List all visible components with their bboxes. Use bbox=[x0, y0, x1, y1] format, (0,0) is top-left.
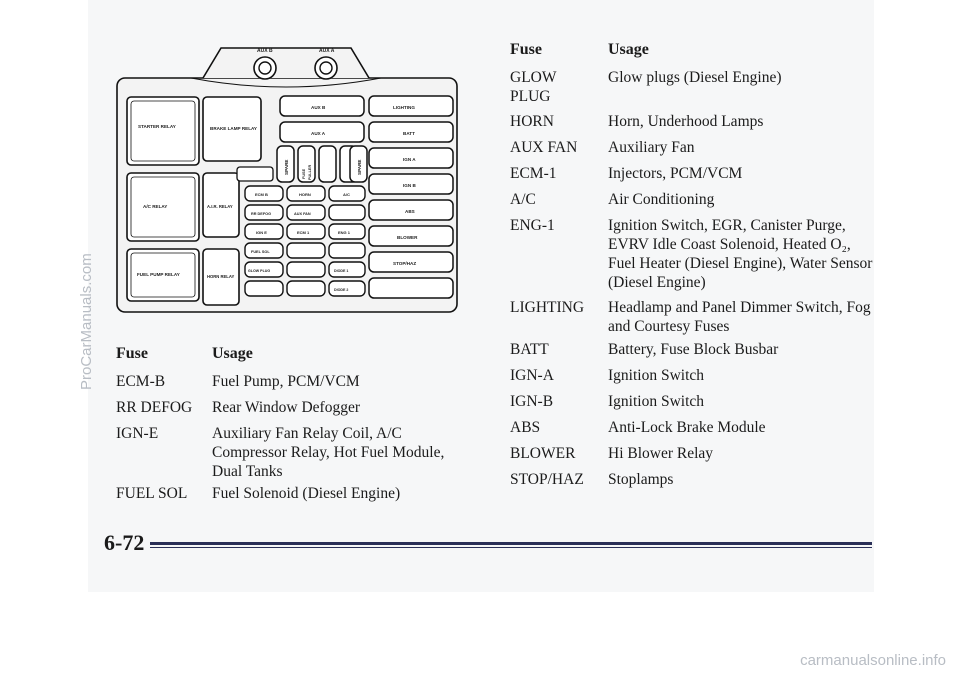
fuse-usage: Ignition Switch bbox=[608, 367, 705, 384]
fuse-usage: Air Conditioning bbox=[608, 191, 715, 208]
mini-fuse-diode-2 bbox=[329, 281, 365, 296]
right-header-usage: Usage bbox=[608, 41, 649, 58]
maxi-fuse-stop-haz bbox=[369, 252, 453, 272]
fuse-usage: Fuel Pump, PCM/VCM bbox=[212, 373, 360, 390]
mini-fuse-rr-defog-label: RR DEFOG bbox=[251, 212, 272, 216]
fuse-usage: Auxiliary Fan Relay Coil, A/C Compressor Relay, Hot Fuel Module, Dual Tanks bbox=[212, 425, 445, 480]
mini-fuse-fuel-sol bbox=[245, 243, 283, 258]
fuse-name: HORN bbox=[510, 113, 554, 130]
watermark-bottom: carmanualsonline.info bbox=[800, 652, 946, 669]
mini-fuse-ign-e bbox=[245, 224, 283, 239]
mini-fuse-diode-2-label: DIODE 2 bbox=[334, 288, 349, 292]
fuse-name: ECM-1 bbox=[510, 165, 557, 182]
maxi-fuse-lighting bbox=[369, 96, 453, 116]
maxi-fuse-aux-a-label: AUX A bbox=[311, 131, 326, 136]
mini-fuse-diode-1-label: DIODE 1 bbox=[334, 269, 349, 273]
mini-fuse-blank-4 bbox=[287, 262, 325, 277]
fuse-name: STOP/HAZ bbox=[510, 471, 584, 488]
maxi-fuse-aux-b-label: AUX B bbox=[311, 105, 326, 110]
relay-ac-label: A/C RELAY bbox=[143, 204, 168, 209]
vertical-fuse-spare-1 bbox=[277, 146, 294, 182]
maxi-fuse-abs-label: ABS bbox=[405, 209, 415, 214]
fuse-name: ECM-B bbox=[116, 373, 166, 390]
maxi-fuse-ign-b bbox=[369, 174, 453, 194]
fuse-name: FUEL SOL bbox=[116, 485, 188, 502]
fuse-usage: Auxiliary Fan bbox=[608, 139, 695, 156]
mini-fuse-blank-5 bbox=[245, 281, 283, 296]
relay-fuel-pump-label: FUEL PUMP RELAY bbox=[137, 272, 180, 277]
footer-rule bbox=[150, 542, 872, 545]
fuse-name: GLOW PLUG bbox=[510, 69, 557, 105]
fuse-name: IGN-B bbox=[510, 393, 554, 410]
maxi-fuse-batt-label: BATT bbox=[403, 131, 415, 136]
right-fuse-table bbox=[510, 40, 873, 500]
top-connector-aux-a bbox=[315, 48, 337, 79]
vertical-fuse-spare-1-label: SPARE bbox=[284, 159, 289, 175]
fuse-name: BLOWER bbox=[510, 445, 576, 462]
mini-fuse-ecm-1-label: ECM 1 bbox=[297, 230, 310, 235]
footer-rule-thin bbox=[150, 547, 872, 548]
fuse-name: RR DEFOG bbox=[116, 399, 193, 416]
maxi-fuse-ign-a bbox=[369, 148, 453, 168]
left-header-usage: Usage bbox=[212, 345, 253, 362]
top-connector-aux-b-label: AUX B bbox=[257, 48, 273, 54]
fuse-name: ABS bbox=[510, 419, 541, 436]
vertical-fuse-puller-label-2: PULLER bbox=[308, 164, 312, 180]
fuse-usage: Headlamp and Panel Dimmer Switch, Fog and Courtesy Fuses bbox=[608, 299, 871, 335]
relay-air-label: A.I.R. RELAY bbox=[207, 204, 233, 209]
mini-fuse-ecm-1 bbox=[287, 224, 325, 239]
left-fuse-table bbox=[116, 344, 476, 514]
fuse-usage: Stoplamps bbox=[608, 471, 674, 488]
mini-fuse-rr-defog bbox=[245, 205, 283, 220]
fuse-name: BATT bbox=[510, 341, 549, 358]
mini-fuse-aux-fan bbox=[287, 205, 325, 220]
fuse-name: A/C bbox=[510, 191, 536, 208]
watermark-left: ProCarManuals.com bbox=[78, 253, 95, 390]
relay-air bbox=[203, 173, 239, 237]
relay-ac bbox=[127, 173, 199, 241]
left-header-fuse: Fuse bbox=[116, 345, 148, 362]
fuse-usage: Hi Blower Relay bbox=[608, 445, 714, 462]
fuse-usage: Ignition Switch, EGR, Canister Purge, EVRV Idle Coast Solenoid, Heated O₂, Fuel Heater (Diesel Engine), Water Sensor (Diesel Engine) bbox=[608, 217, 873, 291]
mini-fuse-diode-1 bbox=[329, 262, 365, 277]
mini-fuse-glow-plug bbox=[245, 262, 283, 277]
fuse-usage: Injectors, PCM/VCM bbox=[608, 165, 743, 182]
fuse-usage: Rear Window Defogger bbox=[212, 399, 361, 416]
maxi-fuse-lighting-label: LIGHTING bbox=[393, 105, 415, 110]
mini-fuse-blank-3 bbox=[329, 243, 365, 258]
fuse-usage: Horn, Underhood Lamps bbox=[608, 113, 764, 130]
maxi-fuse-batt bbox=[369, 122, 453, 142]
relay-fuel-pump bbox=[127, 249, 199, 301]
vertical-fuse-spare-2 bbox=[350, 146, 367, 182]
fuse-usage: Battery, Fuse Block Busbar bbox=[608, 341, 779, 358]
maxi-fuse-aux-a bbox=[280, 122, 364, 142]
mini-fuse-fuel-sol-label: FUEL SOL bbox=[251, 250, 270, 254]
mini-fuse-horn-label: HORN bbox=[299, 192, 311, 197]
maxi-fuse-ign-a-label: IGN A bbox=[403, 157, 416, 162]
mini-fuse-ign-e-label: IGN E bbox=[256, 230, 267, 235]
relay-brake-lamp-label: BRAKE LAMP RELAY bbox=[210, 126, 257, 131]
maxi-fuse-abs bbox=[369, 200, 453, 220]
mini-fuse-eng-1-label: ENG 1 bbox=[338, 230, 351, 235]
mini-fuse-ecm-b-label: ECM B bbox=[255, 192, 268, 197]
fuse-block-diagram bbox=[103, 40, 463, 316]
fuse-name: ENG-1 bbox=[510, 217, 555, 234]
relay-starter bbox=[127, 97, 199, 165]
relay-starter-label: STARTER RELAY bbox=[138, 124, 176, 129]
vertical-fuse-blank-1 bbox=[319, 146, 336, 182]
fuse-name: LIGHTING bbox=[510, 299, 585, 316]
fuse-name: IGN-E bbox=[116, 425, 159, 442]
fuse-usage: Anti-Lock Brake Module bbox=[608, 419, 766, 436]
right-header-fuse: Fuse bbox=[510, 41, 542, 58]
mini-fuse-blank-6 bbox=[287, 281, 325, 296]
mini-fuse-glow-plug-label: GLOW PLUG bbox=[248, 269, 271, 273]
vertical-fuse-puller-label: FUSE bbox=[302, 168, 306, 179]
maxi-fuse-blower-label: BLOWER bbox=[397, 235, 418, 240]
mini-fuse-aux-fan-label: AUX FAN bbox=[294, 212, 311, 216]
fuse-name: AUX FAN bbox=[510, 139, 578, 156]
vertical-fuse-spare-2-label: SPARE bbox=[357, 159, 362, 175]
relay-horn bbox=[203, 249, 239, 305]
mini-fuse-eng-1 bbox=[329, 224, 365, 239]
maxi-fuse-empty bbox=[369, 278, 453, 298]
relay-horn-label: HORN RELAY bbox=[207, 274, 235, 279]
maxi-fuse-ign-b-label: IGN B bbox=[403, 183, 416, 188]
page-number: 6-72 bbox=[104, 530, 145, 555]
fuse-name: IGN-A bbox=[510, 367, 554, 384]
mini-fuse-ac bbox=[329, 186, 365, 201]
fuse-usage: Fuel Solenoid (Diesel Engine) bbox=[212, 485, 401, 502]
fuse-usage: Glow plugs (Diesel Engine) bbox=[608, 69, 782, 86]
mini-fuse-ac-label: A/C bbox=[343, 192, 350, 197]
fuse-usage: Ignition Switch bbox=[608, 393, 705, 410]
mini-fuse-blank-1 bbox=[329, 205, 365, 220]
vertical-fuse-puller bbox=[298, 146, 315, 182]
maxi-fuse-aux-b bbox=[280, 96, 364, 116]
maxi-fuse-blower bbox=[369, 226, 453, 246]
relay-brake-lamp bbox=[203, 97, 261, 161]
mini-fuse-blank-2 bbox=[287, 243, 325, 258]
top-connector-aux-a-label: AUX A bbox=[319, 48, 335, 54]
mini-fuse-ecm-b bbox=[245, 186, 283, 201]
mini-fuse-horn bbox=[287, 186, 325, 201]
maxi-fuse-stop-haz-label: STOP/HAZ bbox=[393, 261, 417, 266]
